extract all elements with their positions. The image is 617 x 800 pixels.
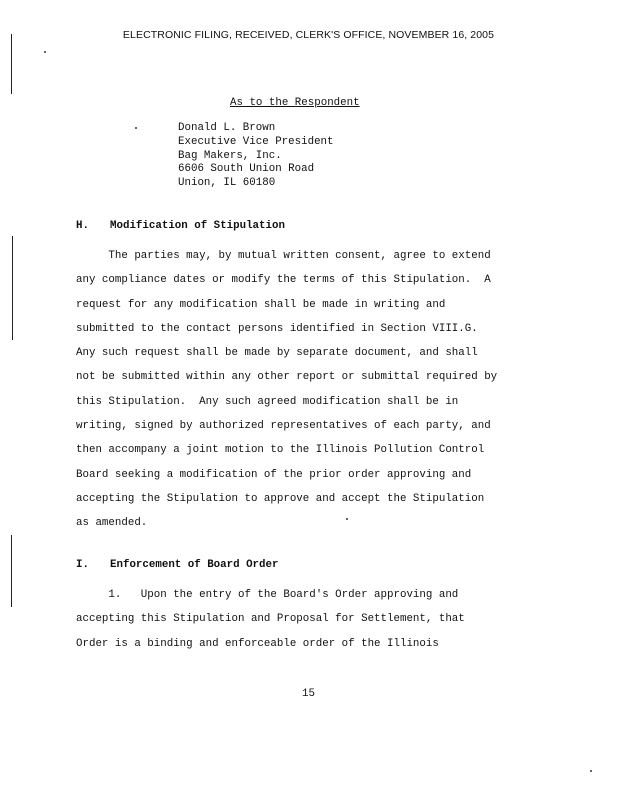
address-line: Executive Vice President bbox=[178, 135, 334, 148]
paragraph-line: accepting this Stipulation and Proposal for Settlement, that bbox=[76, 613, 465, 626]
respondent-caption: As to the Respondent bbox=[230, 97, 360, 109]
address-line: Bag Makers, Inc. bbox=[178, 149, 282, 162]
respondent-address-block bbox=[178, 122, 334, 191]
address-line: Donald L. Brown bbox=[178, 122, 276, 134]
section-i-paragraph bbox=[76, 583, 516, 656]
paragraph-line: Board seeking a modification of the prior order approving and bbox=[76, 468, 472, 481]
paragraph-line: 1. Upon the entry of the Board's Order approving and bbox=[76, 589, 459, 601]
scan-margin-line bbox=[11, 535, 12, 607]
paragraph-line: as amended. bbox=[76, 517, 148, 530]
paragraph-line: submitted to the contact persons identified in Section VIII.G. bbox=[76, 322, 478, 335]
scan-margin-line bbox=[11, 34, 12, 94]
scan-speck bbox=[44, 51, 46, 53]
paragraph-line: not be submitted within any other report or submittal required by bbox=[76, 371, 498, 384]
scan-margin-line bbox=[12, 236, 13, 340]
section-number: I. bbox=[76, 559, 89, 571]
paragraph-line: accepting the Stipulation to approve and accept the Stipulation bbox=[76, 492, 485, 505]
section-number: H. bbox=[76, 220, 89, 232]
section-h-heading bbox=[76, 220, 285, 232]
section-i-heading bbox=[76, 559, 278, 571]
section-title: Modification of Stipulation bbox=[110, 220, 285, 232]
section-h-paragraph bbox=[76, 244, 516, 536]
paragraph-line: request for any modification shall be made in writing and bbox=[76, 298, 446, 311]
paragraph-line: Order is a binding and enforceable order of the Illinois bbox=[76, 637, 439, 650]
paragraph-line: writing, signed by authorized representatives of each party, and bbox=[76, 420, 491, 433]
paragraph-line: this Stipulation. Any such agreed modification shall be in bbox=[76, 395, 459, 408]
address-line: Union, IL 60180 bbox=[178, 177, 276, 190]
address-line: 6606 South Union Road bbox=[178, 163, 315, 176]
paragraph-line: The parties may, by mutual written consent, agree to extend bbox=[76, 250, 491, 262]
paragraph-line: Any such request shall be made by separate document, and shall bbox=[76, 347, 478, 360]
page-number: 15 bbox=[302, 688, 315, 700]
paragraph-line: any compliance dates or modify the terms of this Stipulation. A bbox=[76, 274, 491, 287]
paragraph-line: then accompany a joint motion to the Illinois Pollution Control bbox=[76, 444, 485, 457]
scan-speck bbox=[135, 127, 137, 129]
filing-stamp-header: ELECTRONIC FILING, RECEIVED, CLERK'S OFFICE, NOVEMBER 16, 2005 bbox=[122, 29, 495, 41]
section-title: Enforcement of Board Order bbox=[110, 559, 279, 571]
scan-speck bbox=[590, 770, 592, 772]
